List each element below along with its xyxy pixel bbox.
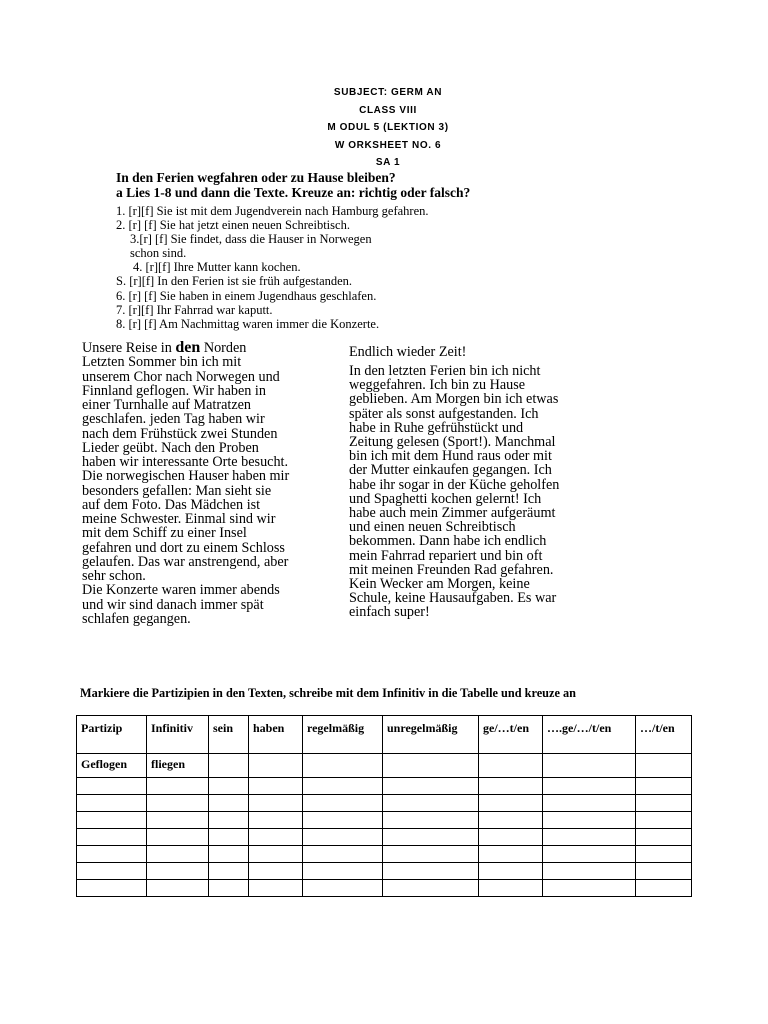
table-cell[interactable] (636, 863, 692, 880)
table-row (77, 846, 692, 863)
text-line: bin ich mit dem Hund raus oder mit (349, 448, 552, 465)
text-line: gelaufen. Das war anstrengend, aber (82, 553, 289, 570)
table-cell[interactable]: fliegen (147, 754, 209, 778)
worksheet-line: W ORKSHEET NO. 6 (334, 139, 442, 151)
table-cell[interactable] (303, 863, 383, 880)
table-cell[interactable] (147, 778, 209, 795)
text-line: und einen neuen Schreibtisch (349, 519, 516, 536)
table-row (77, 880, 692, 897)
table-cell[interactable] (209, 812, 249, 829)
text-line: mein Fahrrad repariert und bin oft (349, 547, 543, 564)
class-line: CLASS VIII (359, 104, 417, 116)
text-line: geblieben. Am Morgen bin ich etwas (349, 391, 559, 408)
text-line: Letzten Sommer bin ich mit (82, 354, 242, 371)
table-cell[interactable] (383, 846, 479, 863)
table-cell[interactable] (383, 829, 479, 846)
table-cell[interactable] (249, 829, 303, 846)
table-cell[interactable] (209, 863, 249, 880)
table-cell[interactable] (209, 795, 249, 812)
table-cell[interactable] (636, 778, 692, 795)
table-header-cell: sein (209, 716, 249, 754)
table-cell[interactable] (77, 863, 147, 880)
table-cell[interactable] (77, 812, 147, 829)
participle-table (76, 715, 692, 897)
table-cell[interactable] (543, 778, 636, 795)
table-cell[interactable] (543, 812, 636, 829)
table-cell[interactable] (77, 846, 147, 863)
text-line: gefahren und dort zu einem Schloss (82, 539, 285, 556)
table-cell[interactable] (209, 829, 249, 846)
table-cell[interactable] (636, 812, 692, 829)
table-cell[interactable] (249, 778, 303, 795)
table-cell[interactable] (249, 880, 303, 897)
table-header-cell: Infinitiv (147, 716, 209, 754)
table-cell[interactable] (383, 812, 479, 829)
table-header-cell: regelmäßig (303, 716, 383, 754)
table-cell[interactable] (147, 880, 209, 897)
table-cell[interactable] (479, 795, 543, 812)
text-line: unserem Chor nach Norwegen und (82, 368, 280, 385)
table-cell[interactable] (636, 795, 692, 812)
table-cell[interactable] (209, 754, 249, 778)
table-cell[interactable] (249, 795, 303, 812)
text-line: weggefahren. Ich bin zu Hause (349, 377, 526, 394)
sa-line: SA 1 (375, 157, 401, 168)
text-left-body (82, 355, 322, 626)
text-line: geschlafen. jeden Tag haben wir (82, 411, 265, 428)
table-cell[interactable] (209, 880, 249, 897)
table-header-cell: Partizip (77, 716, 147, 754)
text-line: sehr schon. (82, 568, 146, 584)
list-item: 7. [r][f] Ihr Fahrrad war kaputt. (116, 302, 273, 317)
text-line: Zeitung gelesen (Sport!). Manchmal (349, 434, 556, 451)
table-cell[interactable] (209, 846, 249, 863)
table-cell[interactable] (303, 880, 383, 897)
table-cell[interactable] (543, 880, 636, 897)
table-cell[interactable] (303, 778, 383, 795)
table-cell[interactable] (479, 880, 543, 897)
text-line: Die Konzerte waren immer abends (82, 582, 280, 599)
table-cell[interactable] (77, 778, 147, 795)
list-item: 4. [r][f] Ihre Mutter kann kochen. (133, 260, 301, 275)
table-cell[interactable] (303, 846, 383, 863)
table-row (77, 778, 692, 795)
table-cell[interactable] (636, 846, 692, 863)
table-cell[interactable] (543, 863, 636, 880)
worksheet-header (0, 84, 768, 172)
table-cell[interactable] (147, 829, 209, 846)
table-cell[interactable] (249, 754, 303, 778)
table-cell[interactable] (147, 863, 209, 880)
table-cell[interactable] (249, 846, 303, 863)
text-line: mit dem Schiff zu einer Insel (82, 525, 247, 542)
text-line: und Spaghetti kochen gelernt! Ich (349, 490, 542, 507)
table-row (77, 795, 692, 812)
table-cell[interactable] (303, 812, 383, 829)
table-cell[interactable] (303, 829, 383, 846)
text-right-title: Endlich wieder Zeit! (349, 344, 467, 360)
table-cell[interactable] (383, 795, 479, 812)
table-cell[interactable] (383, 863, 479, 880)
text-line: auf dem Foto. Das Mädchen ist (82, 496, 261, 513)
table-cell[interactable] (479, 754, 543, 778)
reading-text-right (349, 364, 609, 620)
true-false-list (116, 204, 429, 331)
reading-text-left (82, 341, 322, 626)
table-cell[interactable] (636, 754, 692, 778)
text-line: der Mutter einkaufen gegangen. Ich (349, 462, 552, 479)
table-header-cell: unregelmäßig (383, 716, 479, 754)
table-cell[interactable] (77, 829, 147, 846)
table-header-cell: haben (249, 716, 303, 754)
table-row (77, 754, 692, 778)
text-line: habe auch mein Zimmer aufgeräumt (349, 505, 556, 522)
table-cell[interactable] (77, 795, 147, 812)
table-cell[interactable] (479, 829, 543, 846)
subject-line: SUBJECT: GERM AN (333, 87, 443, 98)
table-header-cell: …/t/en (636, 716, 692, 754)
table-cell[interactable] (209, 778, 249, 795)
text-line: Die norwegischen Hauser haben mir (82, 468, 290, 485)
table-header-row (77, 716, 692, 754)
list-item: 3.[r] [f] Sie findet, dass die Hauser in Norwegen (130, 232, 372, 247)
table-cell[interactable] (479, 846, 543, 863)
table-cell[interactable] (249, 863, 303, 880)
text-line: haben wir interessante Orte besucht. (82, 454, 289, 470)
table-cell[interactable] (147, 812, 209, 829)
text-line: mit meinen Freunden Rad gefahren. (349, 561, 554, 578)
table-instruction: Markiere die Partizipien in den Texten, schreibe mit dem Infinitiv in die Tabelle und kreuze an (80, 686, 576, 700)
table-header-cell: ge/…t/en (479, 716, 543, 754)
text-line: später als sonst aufgestanden. Ich (349, 405, 539, 422)
text-line: Lieder geübt. Nach den Proben (82, 439, 259, 456)
table-row (77, 812, 692, 829)
list-item: S. [r][f] In den Ferien ist sie früh aufgestanden. (116, 274, 353, 289)
table-cell[interactable] (303, 754, 383, 778)
table-row (77, 829, 692, 846)
text-line: Schule, keine Hausaufgaben. Es war (349, 590, 557, 607)
table-cell[interactable] (543, 754, 636, 778)
list-item: schon sind. (130, 246, 187, 261)
text-line: meine Schwester. Einmal sind wir (82, 511, 276, 527)
table-cell[interactable] (543, 846, 636, 863)
task-subtitle: a Lies 1-8 und dann die Texte. Kreuze an: richtig oder falsch? (116, 185, 471, 200)
table-cell[interactable] (383, 778, 479, 795)
table-header-cell: ….ge/…/t/en (543, 716, 636, 754)
text-line: Kein Wecker am Morgen, keine (349, 576, 530, 593)
table-cell[interactable] (479, 778, 543, 795)
table-row (77, 863, 692, 880)
table-cell[interactable] (147, 846, 209, 863)
table-cell[interactable] (147, 795, 209, 812)
table-cell[interactable] (249, 812, 303, 829)
table-cell[interactable] (479, 863, 543, 880)
table-cell[interactable] (636, 829, 692, 846)
text-line: nach dem Frühstück zwei Stunden (82, 425, 278, 442)
list-item: 2. [r] [f] Sie hat jetzt einen neuen Schreibtisch. (116, 218, 350, 233)
table-cell[interactable] (543, 795, 636, 812)
table-cell[interactable] (543, 829, 636, 846)
table-cell[interactable]: Geflogen (77, 754, 147, 778)
table-cell[interactable] (77, 880, 147, 897)
text-line: besonders gefallen: Man sieht sie (82, 482, 272, 499)
task-title: In den Ferien wegfahren oder zu Hause bleiben? (116, 170, 396, 185)
module-line: M ODUL 5 (LEKTION 3) (327, 122, 449, 133)
text-line: bekommen. Dann habe ich endlich (349, 533, 547, 550)
text-line: und wir sind danach immer spät (82, 596, 264, 613)
table-cell[interactable] (479, 812, 543, 829)
list-item: 8. [r] [f] Am Nachmittag waren immer die Konzerte. (116, 316, 380, 331)
task-heading (116, 170, 470, 200)
table-cell[interactable] (303, 795, 383, 812)
text-line: In den letzten Ferien bin ich nicht (349, 363, 541, 379)
list-item: 6. [r] [f] Sie haben in einem Jugendhaus geschlafen. (116, 288, 377, 303)
table-cell[interactable] (636, 880, 692, 897)
text-line: habe in Ruhe gefrühstückt und (349, 419, 524, 436)
text-line: Finnland geflogen. Wir haben in (82, 382, 266, 399)
text-line: habe ihr sogar in der Küche geholfen (349, 476, 560, 493)
text-line: schlafen gegangen. (82, 610, 191, 627)
text-line: einer Turnhalle auf Matratzen (82, 397, 252, 413)
list-item: 1. [r][f] Sie ist mit dem Jugendverein nach Hamburg gefahren. (116, 204, 429, 218)
table-cell[interactable] (383, 754, 479, 778)
text-line: einfach super! (349, 604, 430, 621)
text-left-title: Unsere Reise in den Norden (82, 339, 247, 356)
table-cell[interactable] (383, 880, 479, 897)
